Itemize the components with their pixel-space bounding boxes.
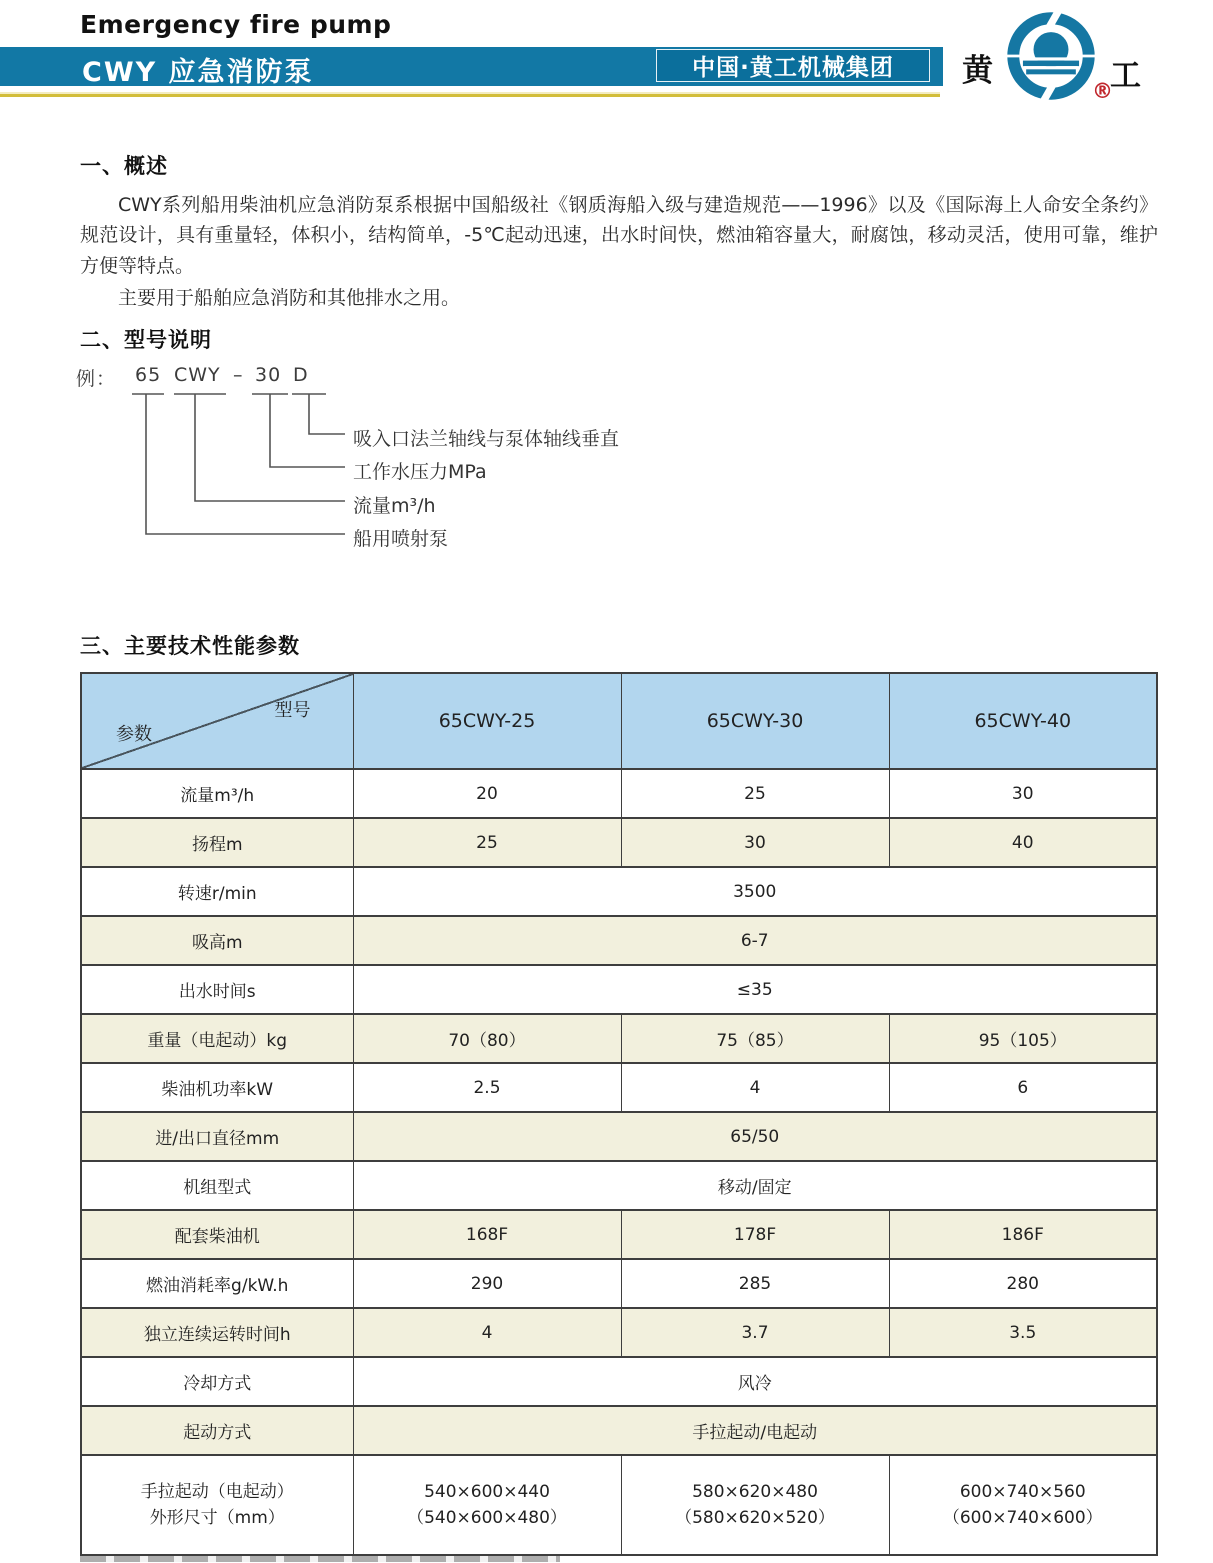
model-heading: 二、型号说明 (80, 328, 212, 352)
table-row (81, 1259, 1157, 1308)
row-label: 机组型式 (81, 1161, 353, 1210)
table-row-dimensions (81, 1455, 1157, 1555)
page-title-en: Emergency fire pump (80, 10, 392, 39)
table-row (81, 867, 1157, 916)
section-model-designation (76, 324, 1158, 564)
banner-title: CWY 应急消防泵 (82, 57, 314, 88)
table-row (81, 1406, 1157, 1455)
table-row (81, 1063, 1157, 1112)
table-row (81, 1357, 1157, 1406)
row-label: 吸高m (81, 916, 353, 965)
merged-cell: 65/50 (353, 1112, 1157, 1161)
model-column-header: 65CWY-25 (353, 673, 621, 769)
table-corner-cell (81, 673, 353, 769)
overview-paragraph-2: 主要用于船舶应急消防和其他排水之用。 (118, 287, 461, 310)
model-column-header: 65CWY-40 (889, 673, 1157, 769)
model-token-d: D (293, 364, 309, 386)
merged-cell: ≤35 (353, 965, 1157, 1014)
header-banner (0, 47, 943, 86)
corner-label-model: 型号 (274, 700, 311, 721)
cell: 25 (621, 769, 889, 818)
cutoff-text-strip (80, 1556, 560, 1562)
dimension-line2: （580×620×520） (675, 1508, 835, 1528)
row-label-line2: 外形尺寸（mm） (149, 1508, 285, 1528)
cell: 290 (353, 1259, 621, 1308)
table-row (81, 965, 1157, 1014)
cell: 6 (889, 1063, 1157, 1112)
cell: 40 (889, 818, 1157, 867)
row-label: 重量（电起动）kg (81, 1014, 353, 1063)
callout-marine-jet-pump: 船用喷射泵 (353, 528, 449, 550)
section-overview (80, 150, 1158, 314)
section-parameters (80, 630, 1158, 1556)
overview-heading: 一、概述 (80, 154, 168, 178)
dimension-line2: （540×600×480） (407, 1508, 567, 1528)
table-row (81, 1112, 1157, 1161)
cell: 70（80） (353, 1014, 621, 1063)
row-label: 燃油消耗率g/kW.h (81, 1259, 353, 1308)
company-name-box: 中国·黄工机械集团 (656, 49, 930, 82)
dimension-line1: 580×620×480 (692, 1481, 818, 1502)
dimension-line1: 540×600×440 (424, 1481, 550, 1502)
dimension-line2: （600×740×600） (942, 1508, 1103, 1528)
cell (353, 1455, 621, 1555)
corner-label-parameter: 参数 (116, 724, 152, 745)
cell: 4 (353, 1308, 621, 1357)
cell: 95（105） (889, 1014, 1157, 1063)
parameters-table (80, 672, 1158, 1556)
cell: 280 (889, 1259, 1157, 1308)
row-label (81, 1455, 353, 1555)
row-label: 独立连续运转时间h (81, 1308, 353, 1357)
cell: 30 (889, 769, 1157, 818)
parameters-heading: 三、主要技术性能参数 (80, 634, 300, 658)
merged-cell: 移动/固定 (353, 1161, 1157, 1210)
model-designation-diagram (76, 364, 1158, 564)
table-row (81, 1014, 1157, 1063)
dimension-line1: 600×740×560 (959, 1481, 1086, 1502)
logo-char-right: 工 (1110, 58, 1141, 94)
cell: 75（85） (621, 1014, 889, 1063)
merged-cell: 风冷 (353, 1357, 1157, 1406)
overview-paragraph-1: CWY系列船用柴油机应急消防泵系根据中国船级社《钢质海船入级与建造规范——1996》以及《国际海上人命安全条约》规范设计，具有重量轻，体积小，结构简单，-5℃起动迅速，出水时间快，燃油箱容量大，耐腐蚀，移动灵活，使用可靠，维护方便等特点。 (80, 194, 1158, 277)
cell: 25 (353, 818, 621, 867)
cell: 285 (621, 1259, 889, 1308)
cell: 4 (621, 1063, 889, 1112)
example-label: 例： (76, 368, 117, 390)
model-token-30: 30 (255, 364, 282, 386)
callout-working-pressure: 工作水压力MPa (353, 461, 487, 483)
table-row (81, 1308, 1157, 1357)
row-label: 柴油机功率kW (81, 1063, 353, 1112)
table-row (81, 769, 1157, 818)
cell: 168F (353, 1210, 621, 1259)
gold-divider (0, 92, 940, 97)
model-column-header: 65CWY-30 (621, 673, 889, 769)
row-label: 配套柴油机 (81, 1210, 353, 1259)
callout-suction-flange: 吸入口法兰轴线与泵体轴线垂直 (353, 428, 620, 450)
row-label: 冷却方式 (81, 1357, 353, 1406)
table-row (81, 1161, 1157, 1210)
cell: 2.5 (353, 1063, 621, 1112)
table-row (81, 1210, 1157, 1259)
model-token-cwy: CWY (174, 364, 221, 386)
logo-char-left: 黄 (962, 53, 993, 89)
cell: 3.5 (889, 1308, 1157, 1357)
cell: 178F (621, 1210, 889, 1259)
table-header-row (81, 673, 1157, 769)
cell: 20 (353, 769, 621, 818)
model-token-dash: – (233, 364, 244, 386)
model-token-65: 65 (135, 364, 162, 386)
row-label: 扬程m (81, 818, 353, 867)
cell (621, 1455, 889, 1555)
merged-cell: 3500 (353, 867, 1157, 916)
row-label: 进/出口直径mm (81, 1112, 353, 1161)
merged-cell: 手拉起动/电起动 (353, 1406, 1157, 1455)
table-row (81, 818, 1157, 867)
company-logo (950, 5, 1190, 110)
table-row (81, 916, 1157, 965)
cell (889, 1455, 1157, 1555)
cell: 186F (889, 1210, 1157, 1259)
cell: 30 (621, 818, 889, 867)
row-label: 转速r/min (81, 867, 353, 916)
row-label: 起动方式 (81, 1406, 353, 1455)
cell: 3.7 (621, 1308, 889, 1357)
row-label: 流量m³/h (81, 769, 353, 818)
callout-flow-rate: 流量m³/h (353, 495, 436, 517)
merged-cell: 6-7 (353, 916, 1157, 965)
row-label: 出水时间s (81, 965, 353, 1014)
wave-circle-logo-icon (1005, 10, 1097, 102)
row-label-line1: 手拉起动（电起动） (140, 1481, 294, 1502)
registered-trademark-icon: ® (1092, 79, 1113, 103)
